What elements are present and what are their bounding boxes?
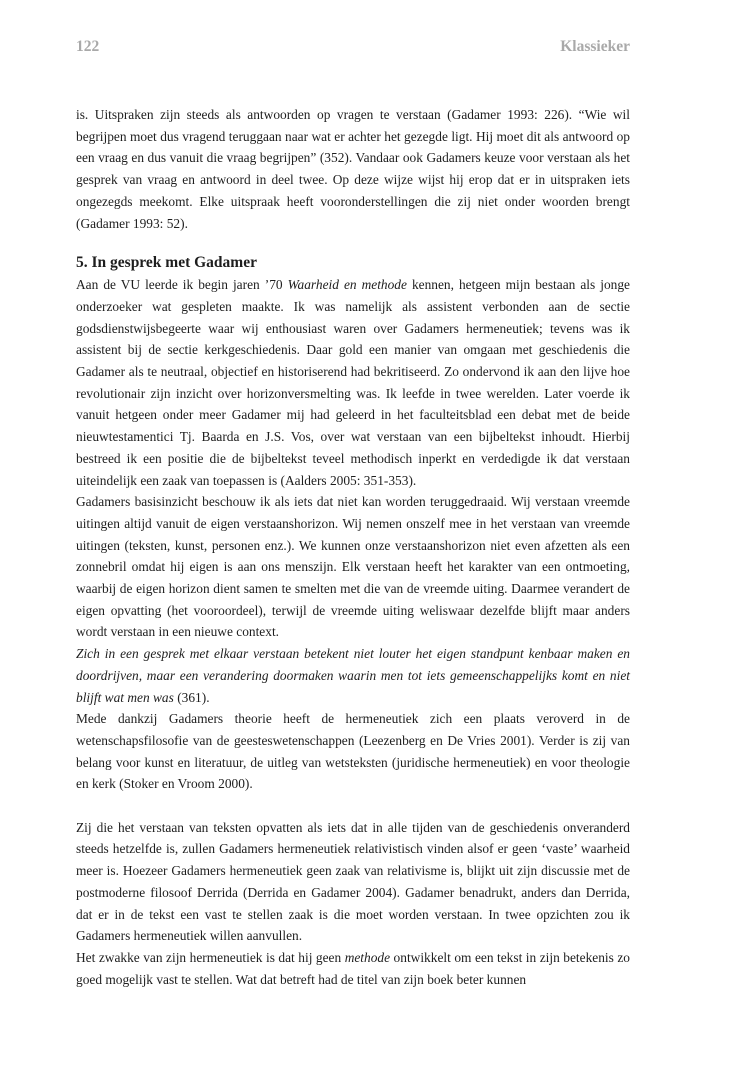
quote-citation: (361).	[173, 689, 210, 705]
paragraph-5: Zij die het verstaan van teksten opvatten als iets dat in alle tijden van de geschiedenis onveranderd steeds hetzelfde is, zullen Gadamers hermeneutiek relativistisch vinden alsof er geen ‘vaste’ waarheid meer is. Hoezeer Gadamers hermeneutiek geen zaak van relativisme is, blijkt uit zijn discussie met de postmoderne filosoof Derrida (Derrida en Gadamer 2004). Gadamer benadrukt, anders dan Derrida, dat er in de tekst een vast te stellen zaak is die moet worden verstaan. In twee opzichten zou ik Gadamers hermeneutiek willen aanvullen.	[76, 819, 630, 944]
method-italic: methode	[344, 950, 391, 965]
paragraph-6-text-a: Het zwakke van zijn hermeneutiek is dat hij geen	[76, 950, 345, 965]
paragraph-4: Mede dankzij Gadamers theorie heeft de hermeneutiek zich een plaats veroverd in de wetenschapsfilosofie van de geesteswetenschappen (Leezenberg en De Vries 2001). Verder is zij van belang voor kunst en literatuur, de uitleg van wetsteksten (juridische hermeneutiek) en voor theologie en kerk (Stoker en Vroom 2000).	[76, 711, 630, 792]
paragraph-6-text-b: ontwikkelt om een tekst in zijn betekenis zo goed mogelijk vast te stellen. Wat dat betreft had de titel van zijn boek beter kunnen	[76, 950, 630, 987]
paragraph-6	[76, 947, 630, 990]
quote-text: Zich in een gesprek met elkaar verstaan betekent niet louter het eigen standpunt kenbaar maken en doordrijven, maar een verandering doormaken waarin men tot iets gemeenschappelijks komt en niet blijft wat men was	[76, 646, 630, 705]
paragraph-3: Gadamers basisinzicht beschouw ik als iets dat niet kan worden teruggedraaid. Wij verstaan vreemde uitingen altijd vanuit de eigen verstaanshorizon. Wij nemen onszelf mee in het verstaan van vreemde uitingen (teksten, kunst, personen enz.). We kunnen onze verstaanshorizon niet even afzetten als een zonnebril omdat hij eigen is aan ons menszijn. Elk verstaan heeft het karakter van een ontmoeting, waarbij de eigen horizon dient samen te smelten met die van de vreemde uiting. Daarmee verandert de eigen opvatting (het vooroordeel), terwijl de vreemde uiting weliswaar dezelfde blijft maar anders wordt verstaan in een nieuwe context.	[76, 494, 630, 640]
section-heading: 5. In gesprek met Gadamer	[76, 254, 257, 272]
paragraph-2-text-b: kennen, hetgeen mijn bestaan als jonge onderzoeker wat gespleten maakte. Ik was namelijk als assistent verbonden aan de sectie godsdienstwijsbegeerte waar wij enthousiast waren over Gadamers hermeneutiek; tevens was ik assistent bij de sectie kerkgeschiedenis. Daar gold een manier van omgaan met geschiedenis die Gadamer als te neutraal, objectief en historiserend had bekritiseerd. Zo ondervond ik aan den lijve hoe revolutionair zijn inzicht over horizonversmelting was. Ik leefde in twee werelden. Later voerde ik vanuit hetgeen onder meer Gadamer mij had geleerd in het faculteitsblad een debat met de beide nieuwtestamentici Tj. Baarda en J.S. Vos, over wat verstaan van een bijbeltekst inhoudt. Hierbij bestreed ik een positie die de bijbeltekst teveel methodisch inperkt en verdedigde ik dat verstaan uiteindelijk een zaak van toepassen is (Aalders 2005: 351-353).	[76, 277, 630, 488]
running-head	[76, 38, 630, 56]
paragraph-1: is. Uitspraken zijn steeds als antwoorden op vragen te verstaan (Gadamer 1993: 226). “Wie wil begrijpen moet dus vragend teruggaan naar wat er achter het gezegde ligt. Hij moet dit als antwoord op een vraag en dus vanuit die vraag begrijpen” (352). Vandaar ook Gadamers keuze voor verstaan als het gesprek van vraag en antwoord in deel twee. Op deze wijze wijst hij erop dat er in uitspraken iets ongezegds meekomt. Elke uitspraak heeft vooronderstellingen die zij niet onder woorden brengt (Gadamer 1993: 52).	[76, 107, 630, 231]
paragraph-spacer	[76, 795, 630, 817]
book-title-italic: Waarheid en methode	[287, 277, 407, 293]
paragraph-2-text-a: Aan de VU leerde ik begin jaren ’70	[76, 277, 288, 293]
running-title: Klassieker	[560, 38, 630, 55]
paragraph-2	[76, 274, 630, 491]
page-number: 122	[76, 38, 100, 55]
body-text	[76, 104, 630, 990]
block-quote	[76, 643, 630, 708]
